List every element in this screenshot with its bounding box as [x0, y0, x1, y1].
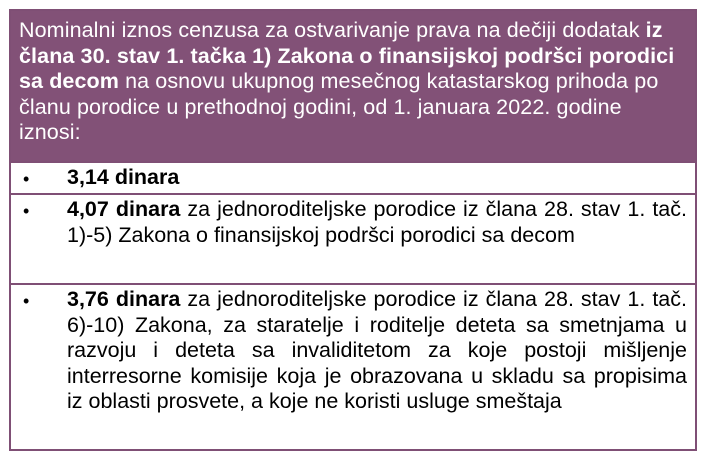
item-description: za jednoroditeljske porodice iz člana 28. stav 1. tač. 6)-10) Zakona, za staratelje i roditelje deteta sa smetnjama u razvoju i deteta sa invaliditetom za koje postoji mišljenje interresorne komisije koja je obrazovana u skladu sa propisima iz oblasti prosvete, a koje ne koristi usluge smeštaja	[67, 287, 687, 413]
header-text-rest: na osnovu ukupnog mesečnog katastarskog prihoda po članu porodice u prethodnoj godini, od 1. januara 2022. godine iznosi:	[19, 69, 659, 144]
info-table	[9, 9, 697, 451]
list-item	[11, 283, 695, 451]
list-item	[11, 161, 695, 193]
header-text-bold: iz člana 30. stav 1. tačka 1) Zakona o finansijskoj podršci porodici sa decom	[19, 18, 675, 93]
list-item	[11, 193, 695, 283]
bullet-icon: •	[23, 169, 30, 189]
bullet-icon: •	[23, 201, 30, 221]
bullet-icon: •	[23, 291, 30, 311]
amount-value: 3,76 dinara	[67, 287, 181, 311]
list-item-text	[67, 197, 687, 248]
table-header	[11, 11, 695, 161]
item-description: za jednoroditeljske porodice iz člana 28. stav 1. tač. 1)-5) Zakona o finansijskoj podršci porodici sa decom	[67, 197, 687, 247]
header-text-intro: Nominalni iznos cenzusa za ostvarivanje prava na dečiji dodatak	[19, 18, 646, 42]
amount-value: 4,07 dinara	[67, 197, 181, 221]
list-item-text	[67, 165, 687, 191]
amount-value: 3,14 dinara	[67, 165, 180, 189]
list-item-text	[67, 287, 687, 415]
